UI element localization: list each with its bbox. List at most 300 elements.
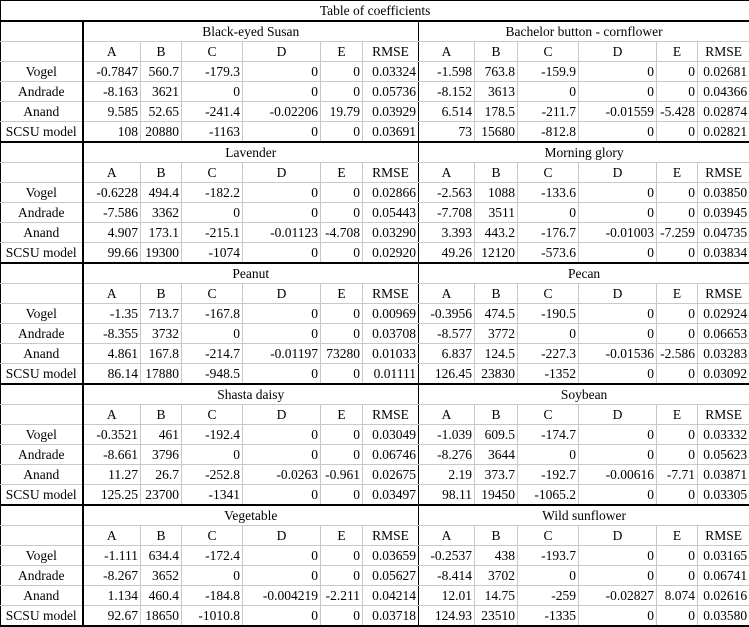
value-cell-a: -1.111 <box>83 546 141 566</box>
value-cell-e: 0 <box>321 364 363 385</box>
value-cell-d: 0 <box>243 203 321 223</box>
value-cell-d: -0.0263 <box>243 465 321 485</box>
value-cell-c: -182.2 <box>182 183 243 203</box>
value-cell-b: 3613 <box>475 82 518 102</box>
value-cell-rmse: 0.04366 <box>698 82 749 102</box>
value-cell-e: 0 <box>321 546 363 566</box>
value-cell-c: -1341 <box>182 485 243 506</box>
column-header-c: C <box>518 405 579 425</box>
model-label: Anand <box>1 223 83 243</box>
value-cell-b: 460.4 <box>141 586 182 606</box>
row-label-empty <box>1 142 83 163</box>
value-cell-a: -8.355 <box>83 324 141 344</box>
value-cell-d: 0 <box>579 62 657 82</box>
value-cell-c: 0 <box>518 445 579 465</box>
table-row <box>1 344 749 364</box>
block-title: Pecan <box>419 263 749 284</box>
value-cell-c: 0 <box>182 566 243 586</box>
value-cell-a: 98.11 <box>419 485 475 506</box>
value-cell-d: 0 <box>243 364 321 385</box>
value-cell-rmse: 0.04214 <box>363 586 419 606</box>
value-cell-b: 438 <box>475 546 518 566</box>
column-header-e: E <box>321 163 363 183</box>
value-cell-b: 461 <box>141 425 182 445</box>
model-label: SCSU model <box>1 122 83 143</box>
value-cell-a: 108 <box>83 122 141 143</box>
table-row <box>1 364 749 385</box>
value-cell-a: -2.563 <box>419 183 475 203</box>
value-cell-c: 0 <box>518 324 579 344</box>
column-header-a: A <box>419 284 475 304</box>
model-label: Anand <box>1 586 83 606</box>
value-cell-d: 0 <box>243 425 321 445</box>
value-cell-rmse: 0.03580 <box>698 606 749 627</box>
model-label: Andrade <box>1 445 83 465</box>
value-cell-rmse: 0.03290 <box>363 223 419 243</box>
model-label: SCSU model <box>1 364 83 385</box>
column-header-c: C <box>518 163 579 183</box>
value-cell-e: 0 <box>657 364 698 385</box>
value-cell-d: 0 <box>243 485 321 506</box>
model-label: Vogel <box>1 183 83 203</box>
column-header-d: D <box>579 42 657 62</box>
column-header-c: C <box>182 405 243 425</box>
value-cell-b: 19450 <box>475 485 518 506</box>
value-cell-b: 19300 <box>141 243 182 264</box>
column-header-a: A <box>83 526 141 546</box>
value-cell-rmse: 0.03659 <box>363 546 419 566</box>
value-cell-c: 0 <box>518 82 579 102</box>
value-cell-e: 0 <box>657 122 698 143</box>
model-label: Anand <box>1 344 83 364</box>
value-cell-d: 0 <box>243 566 321 586</box>
table-row <box>1 606 749 627</box>
row-label-empty <box>1 263 83 284</box>
value-cell-a: 126.45 <box>419 364 475 385</box>
value-cell-rmse: 0.03834 <box>698 243 749 264</box>
value-cell-c: -573.6 <box>518 243 579 264</box>
value-cell-c: -227.3 <box>518 344 579 364</box>
value-cell-a: -8.163 <box>83 82 141 102</box>
column-header-a: A <box>419 405 475 425</box>
column-header-a: A <box>83 284 141 304</box>
value-cell-a: 3.393 <box>419 223 475 243</box>
table-row <box>1 304 749 324</box>
table-row <box>1 425 749 445</box>
value-cell-a: 6.837 <box>419 344 475 364</box>
column-header-rmse: RMSE <box>363 42 419 62</box>
row-label-empty <box>1 526 83 546</box>
value-cell-a: -0.3956 <box>419 304 475 324</box>
value-cell-b: 15680 <box>475 122 518 143</box>
column-header-d: D <box>243 526 321 546</box>
value-cell-c: -192.7 <box>518 465 579 485</box>
model-label: Anand <box>1 465 83 485</box>
column-header-c: C <box>182 42 243 62</box>
value-cell-b: 26.7 <box>141 465 182 485</box>
value-cell-rmse: 0.03332 <box>698 425 749 445</box>
value-cell-e: 0 <box>321 243 363 264</box>
model-label: Andrade <box>1 203 83 223</box>
value-cell-rmse: 0.03945 <box>698 203 749 223</box>
value-cell-b: 3652 <box>141 566 182 586</box>
value-cell-b: 713.7 <box>141 304 182 324</box>
row-label-empty <box>1 505 83 526</box>
block-name-row <box>1 21 749 42</box>
value-cell-a: -8.577 <box>419 324 475 344</box>
value-cell-e: 0 <box>657 82 698 102</box>
model-label: Vogel <box>1 304 83 324</box>
table-row <box>1 485 749 506</box>
column-header-a: A <box>419 526 475 546</box>
value-cell-b: 443.2 <box>475 223 518 243</box>
column-header-rmse: RMSE <box>698 42 749 62</box>
column-header-e: E <box>657 284 698 304</box>
model-label: SCSU model <box>1 485 83 506</box>
value-cell-d: 0 <box>579 445 657 465</box>
column-header-e: E <box>657 163 698 183</box>
model-label: Andrade <box>1 324 83 344</box>
column-header-a: A <box>83 163 141 183</box>
block-title: Wild sunflower <box>419 505 749 526</box>
value-cell-b: 14.75 <box>475 586 518 606</box>
value-cell-e: 0 <box>321 606 363 627</box>
value-cell-c: -812.8 <box>518 122 579 143</box>
block-title: Morning glory <box>419 142 749 163</box>
value-cell-e: 0 <box>657 183 698 203</box>
value-cell-rmse: 0.03718 <box>363 606 419 627</box>
value-cell-rmse: 0.03092 <box>698 364 749 385</box>
value-cell-d: -0.00616 <box>579 465 657 485</box>
column-header-a: A <box>83 42 141 62</box>
value-cell-b: 3362 <box>141 203 182 223</box>
table-row <box>1 445 749 465</box>
value-cell-a: 9.585 <box>83 102 141 122</box>
value-cell-rmse: 0.03691 <box>363 122 419 143</box>
column-header-rmse: RMSE <box>698 526 749 546</box>
block-title: Peanut <box>83 263 419 284</box>
value-cell-e: 0 <box>657 324 698 344</box>
value-cell-a: 49.26 <box>419 243 475 264</box>
value-cell-b: 560.7 <box>141 62 182 82</box>
value-cell-a: 11.27 <box>83 465 141 485</box>
value-cell-rmse: 0.05736 <box>363 82 419 102</box>
column-header-row <box>1 526 749 546</box>
column-header-rmse: RMSE <box>363 526 419 546</box>
value-cell-a: 125.25 <box>83 485 141 506</box>
value-cell-c: -1163 <box>182 122 243 143</box>
value-cell-e: 8.074 <box>657 586 698 606</box>
value-cell-c: -190.5 <box>518 304 579 324</box>
value-cell-b: 609.5 <box>475 425 518 445</box>
value-cell-d: 0 <box>579 243 657 264</box>
column-header-b: B <box>475 42 518 62</box>
value-cell-rmse: 0.02920 <box>363 243 419 264</box>
block-title: Bachelor button - cornflower <box>419 21 749 42</box>
value-cell-e: 0 <box>657 62 698 82</box>
value-cell-d: -0.02206 <box>243 102 321 122</box>
value-cell-c: -133.6 <box>518 183 579 203</box>
value-cell-e: 0 <box>321 324 363 344</box>
value-cell-a: 124.93 <box>419 606 475 627</box>
value-cell-c: 0 <box>182 203 243 223</box>
table-row <box>1 465 749 485</box>
value-cell-b: 763.8 <box>475 62 518 82</box>
value-cell-e: 0 <box>321 203 363 223</box>
value-cell-b: 124.5 <box>475 344 518 364</box>
block-title: Vegetable <box>83 505 419 526</box>
table-row <box>1 102 749 122</box>
value-cell-e: -7.259 <box>657 223 698 243</box>
table-row <box>1 82 749 102</box>
value-cell-e: 0 <box>657 546 698 566</box>
column-header-row <box>1 284 749 304</box>
model-label: SCSU model <box>1 243 83 264</box>
value-cell-b: 474.5 <box>475 304 518 324</box>
value-cell-d: 0 <box>243 183 321 203</box>
value-cell-e: 0 <box>657 606 698 627</box>
value-cell-rmse: 0.02616 <box>698 586 749 606</box>
value-cell-e: 0 <box>321 62 363 82</box>
value-cell-rmse: 0.06653 <box>698 324 749 344</box>
column-header-c: C <box>518 42 579 62</box>
value-cell-b: 1088 <box>475 183 518 203</box>
column-header-a: A <box>83 405 141 425</box>
column-header-rmse: RMSE <box>363 163 419 183</box>
value-cell-a: 6.514 <box>419 102 475 122</box>
value-cell-c: -179.3 <box>182 62 243 82</box>
value-cell-b: 173.1 <box>141 223 182 243</box>
column-header-b: B <box>141 284 182 304</box>
column-header-b: B <box>141 526 182 546</box>
column-header-d: D <box>243 284 321 304</box>
value-cell-c: -1352 <box>518 364 579 385</box>
column-header-c: C <box>182 163 243 183</box>
value-cell-d: 0 <box>579 203 657 223</box>
value-cell-rmse: 0.02681 <box>698 62 749 82</box>
value-cell-b: 17880 <box>141 364 182 385</box>
value-cell-e: -7.71 <box>657 465 698 485</box>
table-row <box>1 223 749 243</box>
value-cell-rmse: 0.03283 <box>698 344 749 364</box>
value-cell-e: 19.79 <box>321 102 363 122</box>
value-cell-rmse: 0.03049 <box>363 425 419 445</box>
value-cell-a: -8.414 <box>419 566 475 586</box>
value-cell-d: 0 <box>243 62 321 82</box>
column-header-e: E <box>321 405 363 425</box>
table-title: Table of coefficients <box>1 1 749 22</box>
row-label-empty <box>1 21 83 42</box>
table-row <box>1 566 749 586</box>
value-cell-e: 0 <box>657 485 698 506</box>
column-header-d: D <box>579 284 657 304</box>
block-title: Soybean <box>419 384 749 405</box>
value-cell-rmse: 0.02821 <box>698 122 749 143</box>
value-cell-c: -948.5 <box>182 364 243 385</box>
value-cell-d: -0.004219 <box>243 586 321 606</box>
value-cell-e: -4.708 <box>321 223 363 243</box>
column-header-d: D <box>579 526 657 546</box>
column-header-e: E <box>657 42 698 62</box>
row-label-empty <box>1 384 83 405</box>
value-cell-b: 3644 <box>475 445 518 465</box>
value-cell-b: 373.7 <box>475 465 518 485</box>
block-title: Shasta daisy <box>83 384 419 405</box>
value-cell-b: 52.65 <box>141 102 182 122</box>
row-label-empty <box>1 405 83 425</box>
value-cell-rmse: 0.02924 <box>698 304 749 324</box>
model-label: Andrade <box>1 566 83 586</box>
column-header-rmse: RMSE <box>363 284 419 304</box>
value-cell-a: -8.152 <box>419 82 475 102</box>
value-cell-c: -184.8 <box>182 586 243 606</box>
model-label: Vogel <box>1 425 83 445</box>
value-cell-a: -8.661 <box>83 445 141 465</box>
value-cell-d: 0 <box>579 566 657 586</box>
value-cell-e: 0 <box>657 203 698 223</box>
block-name-row <box>1 142 749 163</box>
value-cell-rmse: 0.04735 <box>698 223 749 243</box>
column-header-d: D <box>243 163 321 183</box>
value-cell-b: 3772 <box>475 324 518 344</box>
column-header-c: C <box>182 284 243 304</box>
value-cell-c: -241.4 <box>182 102 243 122</box>
value-cell-rmse: 0.02675 <box>363 465 419 485</box>
block-name-row <box>1 263 749 284</box>
table-row <box>1 203 749 223</box>
value-cell-d: 0 <box>579 304 657 324</box>
value-cell-a: -8.276 <box>419 445 475 465</box>
value-cell-a: -1.35 <box>83 304 141 324</box>
value-cell-d: 0 <box>579 324 657 344</box>
value-cell-c: -159.9 <box>518 62 579 82</box>
value-cell-d: 0 <box>243 243 321 264</box>
table-row <box>1 183 749 203</box>
value-cell-e: 0 <box>321 183 363 203</box>
column-header-c: C <box>182 526 243 546</box>
value-cell-a: -0.7847 <box>83 62 141 82</box>
value-cell-b: 23510 <box>475 606 518 627</box>
table-row <box>1 586 749 606</box>
value-cell-c: -215.1 <box>182 223 243 243</box>
value-cell-b: 3702 <box>475 566 518 586</box>
column-header-d: D <box>579 405 657 425</box>
column-header-c: C <box>518 284 579 304</box>
value-cell-d: -0.01536 <box>579 344 657 364</box>
block-title: Black-eyed Susan <box>83 21 419 42</box>
value-cell-e: 0 <box>321 122 363 143</box>
value-cell-rmse: 0.03708 <box>363 324 419 344</box>
model-label: Vogel <box>1 62 83 82</box>
column-header-rmse: RMSE <box>698 284 749 304</box>
value-cell-d: 0 <box>243 304 321 324</box>
value-cell-c: 0 <box>182 324 243 344</box>
value-cell-d: 0 <box>243 324 321 344</box>
value-cell-d: 0 <box>579 606 657 627</box>
value-cell-b: 18650 <box>141 606 182 627</box>
value-cell-d: 0 <box>243 606 321 627</box>
value-cell-rmse: 0.03929 <box>363 102 419 122</box>
column-header-row <box>1 163 749 183</box>
value-cell-e: 0 <box>657 304 698 324</box>
row-label-empty <box>1 284 83 304</box>
value-cell-rmse: 0.06741 <box>698 566 749 586</box>
block-name-row <box>1 505 749 526</box>
value-cell-c: -1010.8 <box>182 606 243 627</box>
column-header-b: B <box>475 405 518 425</box>
column-header-c: C <box>518 526 579 546</box>
table-row <box>1 122 749 143</box>
value-cell-rmse: 0.01111 <box>363 364 419 385</box>
value-cell-e: 0 <box>657 566 698 586</box>
model-label: Vogel <box>1 546 83 566</box>
block-title: Lavender <box>83 142 419 163</box>
value-cell-e: 0 <box>657 445 698 465</box>
value-cell-rmse: 0.03165 <box>698 546 749 566</box>
value-cell-a: -1.039 <box>419 425 475 445</box>
column-header-e: E <box>321 284 363 304</box>
value-cell-a: 86.14 <box>83 364 141 385</box>
value-cell-c: -193.7 <box>518 546 579 566</box>
value-cell-e: -5.428 <box>657 102 698 122</box>
value-cell-c: -192.4 <box>182 425 243 445</box>
value-cell-d: 0 <box>579 183 657 203</box>
block-name-row <box>1 384 749 405</box>
value-cell-d: 0 <box>243 82 321 102</box>
model-label: SCSU model <box>1 606 83 627</box>
column-header-b: B <box>475 163 518 183</box>
value-cell-b: 23700 <box>141 485 182 506</box>
value-cell-d: 0 <box>579 82 657 102</box>
column-header-a: A <box>419 163 475 183</box>
value-cell-c: -1074 <box>182 243 243 264</box>
value-cell-d: -0.01003 <box>579 223 657 243</box>
value-cell-c: 0 <box>182 82 243 102</box>
value-cell-a: 99.66 <box>83 243 141 264</box>
value-cell-b: 3796 <box>141 445 182 465</box>
value-cell-e: 0 <box>657 425 698 445</box>
value-cell-a: -7.586 <box>83 203 141 223</box>
value-cell-b: 3732 <box>141 324 182 344</box>
value-cell-b: 20880 <box>141 122 182 143</box>
value-cell-c: -259 <box>518 586 579 606</box>
column-header-e: E <box>657 526 698 546</box>
value-cell-rmse: 0.02866 <box>363 183 419 203</box>
value-cell-a: 2.19 <box>419 465 475 485</box>
column-header-e: E <box>321 42 363 62</box>
value-cell-e: -2.586 <box>657 344 698 364</box>
value-cell-a: 1.134 <box>83 586 141 606</box>
value-cell-b: 3621 <box>141 82 182 102</box>
value-cell-c: -214.7 <box>182 344 243 364</box>
column-header-b: B <box>475 284 518 304</box>
value-cell-rmse: 0.03871 <box>698 465 749 485</box>
table-row <box>1 243 749 264</box>
value-cell-c: -176.7 <box>518 223 579 243</box>
value-cell-c: -172.4 <box>182 546 243 566</box>
value-cell-b: 494.4 <box>141 183 182 203</box>
row-label-empty <box>1 163 83 183</box>
value-cell-c: 0 <box>518 566 579 586</box>
value-cell-rmse: 0.05627 <box>363 566 419 586</box>
value-cell-a: 92.67 <box>83 606 141 627</box>
value-cell-c: -252.8 <box>182 465 243 485</box>
value-cell-c: 0 <box>182 445 243 465</box>
value-cell-b: 167.8 <box>141 344 182 364</box>
value-cell-d: -0.01559 <box>579 102 657 122</box>
value-cell-e: -0.961 <box>321 465 363 485</box>
value-cell-d: 0 <box>579 364 657 385</box>
